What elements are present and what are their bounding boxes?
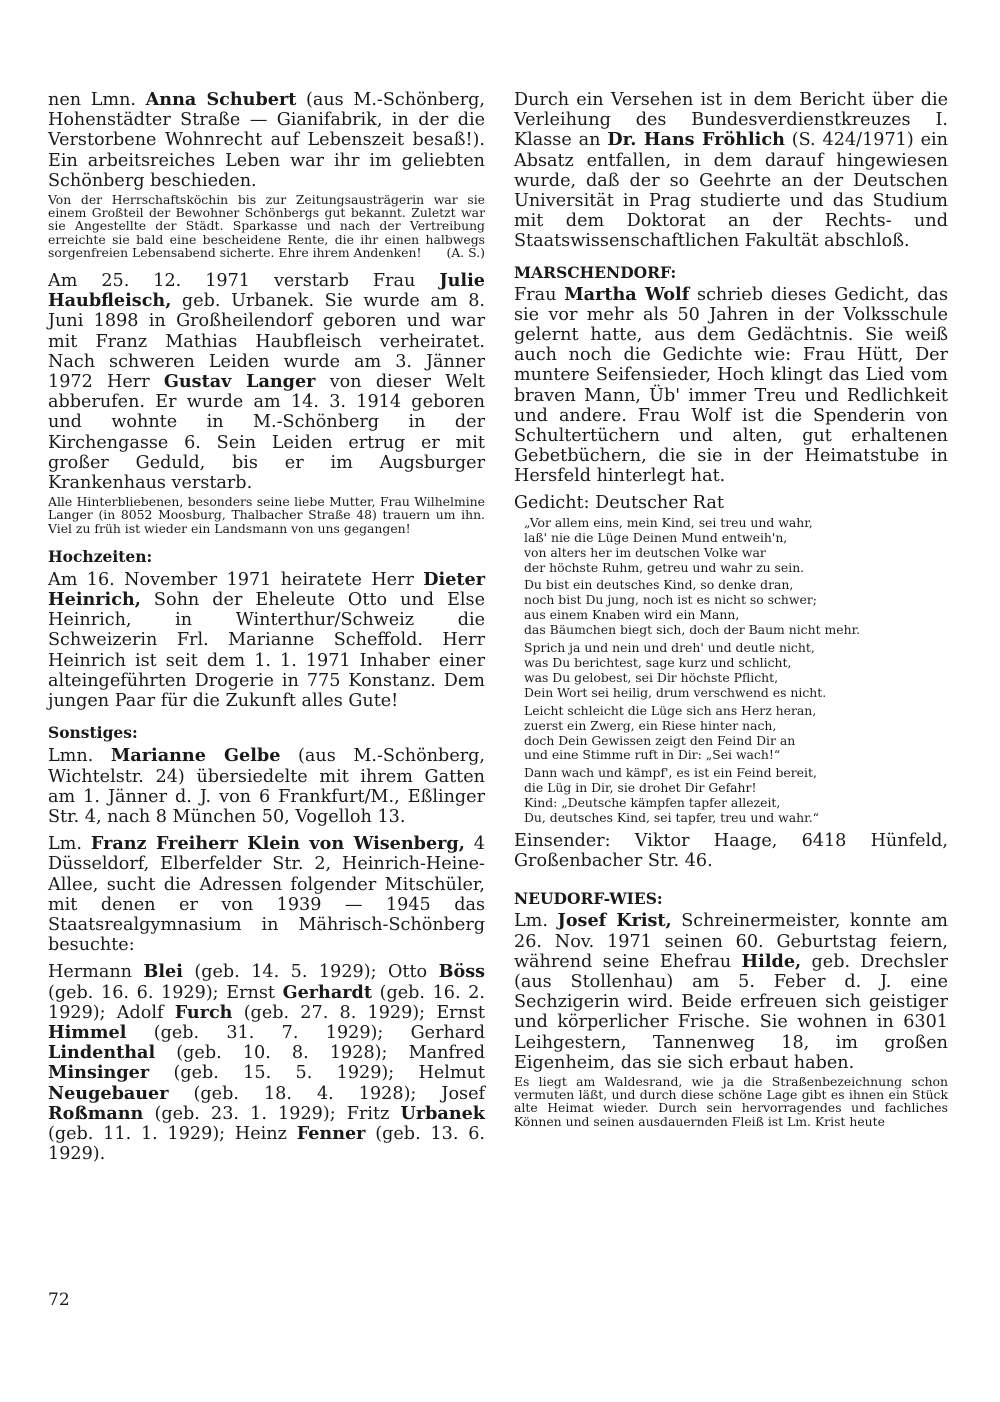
left-column <box>48 90 485 1164</box>
poem-line: „Vor allem eins, mein Kind, sei treu und wahr, <box>524 514 813 530</box>
poem-stanza <box>524 704 948 764</box>
poem-line: Du bist ein deutsches Kind, so denke dran, <box>524 577 794 593</box>
poem-line: Dann wach und kämpf', es ist ein Feind bereit, <box>524 765 817 781</box>
poem-line: und eine Stimme ruft in Dir: „Sei wach!“ <box>524 747 781 763</box>
poem-line: Du, deutsches Kind, sei tapfer, treu und wahr.“ <box>524 810 819 826</box>
poem-line: aus einem Knaben wird ein Mann, <box>524 607 740 623</box>
hochzeiten-heading: Hochzeiten: <box>48 546 153 566</box>
anna-schubert-small-text: Von der Herrschaftsköchin bis zur Zeitungsausträgerin war sie einem Großteil der Bewohner Schönbergs gut bekannt. Zuletzt war sie Angestellte der Städt. Sparkasse und nach der Vertreibung erreichte sie bald eine bescheidene Rente, die ihr einen halbwegs sorgenfreien Lebensabend sicherte. Ehre ihrem Andenken! (A. S.) <box>48 192 485 260</box>
poem-line: was Du gelobest, sei Dir höchste Pflicht, <box>524 669 779 685</box>
versehen-text: Durch ein Versehen ist in dem Bericht über die Verleihung des Bundesverdienstkreuzes I. Klasse an Dr. Hans Fröhlich (S. 424/1971) ein Absatz entfallen, in dem darauf hingewiesen wurde, daß der so Geehrte an der Deutschen Universität in Prag studierte und das Studium mit dem Doktorat an der Rechts- und Staatswissenschaftlichen Fakultät abschloß. <box>514 90 948 252</box>
poem-line: Sprich ja und nein und dreh' und deutle nicht, <box>524 640 815 656</box>
krist-small-text: Es liegt am Waldesrand, wie ja die Straßenbezeichnung schon vermuten läßt, und durch diese schöne Lage gibt es ihnen ein Stück alte Heimat wieder. Durch sein hervorragendes und fachliches Können und seinen ausdauernden Fleiß ist Lm. Krist heute <box>514 1074 948 1129</box>
einsender-text: Einsender: Viktor Haage, 6418 Hünfeld, Großenbacher Str. 46. <box>514 830 948 872</box>
poem-line: Dein Wort sei heilig, drum verschwend es nicht. <box>524 684 827 700</box>
poem-line: das Bäumchen biegt sich, doch der Baum nicht mehr. <box>524 622 861 638</box>
sonstiges-heading: Sonstiges: <box>48 723 138 743</box>
poem-line: von alters her im deutschen Volke war <box>524 544 766 560</box>
marschendorf-heading: MARSCHENDORF: <box>514 262 677 282</box>
poem-line: Leicht schleicht die Lüge sich ans Herz heran, <box>524 702 817 718</box>
page-number: 72 <box>48 1290 70 1310</box>
poem-title: Gedicht: Deutscher Rat <box>514 492 724 513</box>
krist-text: Lm. Josef Krist, Schreinermeister, konnte am 26. Nov. 1971 seinen 60. Geburtstag feiern, während seine Ehefrau Hilde, geb. Drechsler (aus Stollenhau) am 5. Feber d. J. eine Sechzigerin wird. Beide erfreuen sich geistiger und körperlicher Frische. Sie wohnen in 6301 Leihgestern, Tannenweg 18, im großen Eigenheim, das sie sich erbaut haben. <box>514 910 948 1073</box>
poem-line: doch Dein Gewissen zeigt den Feind Dir an <box>524 732 796 748</box>
poem-line: der höchste Ruhm, getreu und wahr zu sein. <box>524 559 805 575</box>
poem-stanza <box>524 516 948 576</box>
poem <box>524 516 948 826</box>
gelbe-text: Lmn. Marianne Gelbe (aus M.-Schönberg, Wichtelstr. 24) übersiedelte mit ihrem Gatten am 1. Jänner d. J. von 6 Frankfurt/M., Eßlinger Str. 4, nach 8 München 50, Vogelloh 13. <box>48 745 485 827</box>
poem-line: zuerst ein Zwerg, ein Riese hinter nach, <box>524 717 777 733</box>
poem-line: noch bist Du jung, noch ist es nicht so schwer; <box>524 592 817 608</box>
poem-stanza <box>524 766 948 826</box>
hochzeiten-text: Am 16. November 1971 heiratete Herr Dieter Heinrich, Sohn der Eheleute Otto und Else Heinrich, in Winterthur/Schweiz die Schweizerin Frl. Marianne Scheffold. Herr Heinrich ist seit dem 1. 1. 1971 Inhaber einer alteingeführten Drogerie in 775 Konstanz. Dem jungen Paar für die Zukunft alles Gute! <box>48 568 485 712</box>
langer-small-text: Alle Hinterbliebenen, besonders seine liebe Mutter, Frau Wilhelmine Langer (in 8052 Moosburg, Thalbacher Straße 48) trauern um ihn. Viel zu früh ist wieder ein Landsmann von uns gegangen! <box>48 494 485 536</box>
neudorf-wies-heading: NEUDORF-WIES: <box>514 889 663 909</box>
right-column <box>514 90 948 1128</box>
mitschueler-list: Hermann Blei (geb. 14. 5. 1929); Otto Böss (geb. 16. 6. 1929); Ernst Gerhardt (geb. 16. 2. 1929); Adolf Furch (geb. 27. 8. 1929); Ernst Himmel (geb. 31. 7. 1929); Gerhard Lindenthal (geb. 10. 8. 1928); Manfred Minsinger (geb. 15. 5. 1929); Helmut Neugebauer (geb. 18. 4. 1928); Josef Roßmann (geb. 23. 1. 1929); Fritz Urbanek (geb. 11. 1. 1929); Heinz Fenner (geb. 13. 6. 1929). <box>48 961 486 1165</box>
poem-stanza <box>524 578 948 638</box>
poem-stanza <box>524 641 948 701</box>
poem-line: die Lüg in Dir, sie drohet Dir Gefahr! <box>524 780 757 796</box>
poem-line: laß' nie die Lüge Deinen Mund entweih'n, <box>524 529 788 545</box>
wisenberg-text: Lm. Franz Freiherr Klein von Wisenberg, 4 Düsseldorf, Elberfelder Str. 2, Heinrich-Heine-Allee, sucht die Adressen folgender Mitschüler, mit denen er von 1939 — 1945 das Staatsrealgymnasium in Mährisch-Schönberg besuchte: <box>48 833 485 956</box>
poem-line: Kind: „Deutsche kämpfen tapfer allezeit, <box>524 795 781 811</box>
signature: (A. S.) <box>446 244 485 260</box>
poem-line: was Du berichtest, sage kurz und schlicht, <box>524 655 792 671</box>
haubfleisch-langer-text: Am 25. 12. 1971 verstarb Frau Julie Haubfleisch, geb. Urbanek. Sie wurde am 8. Juni 1898 in Großheilendorf geboren und war mit Franz Mathias Haubfleisch verheiratet. Nach schweren Leiden wurde am 3. Jänner 1972 Herr Gustav Langer von dieser Welt abberufen. Er wurde am 14. 3. 1914 geboren und wohnte in M.-Schönberg in der Kirchengasse 6. Sein Leiden ertrug er mit großer Geduld, bis er im Augsburger Krankenhaus verstarb. <box>48 270 485 494</box>
wolf-text: Frau Martha Wolf schrieb dieses Gedicht, das sie vor mehr als 50 Jahren in der Volksschule gelernt hatte, aus dem Gedächtnis. Sie weiß auch noch die Gedichte wie: Frau Hütt, Der muntere Seifensieder, Hoch klingt das Lied vom braven Mann, Üb' immer Treu und Redlichkeit und andere. Frau Wolf ist die Spenderin von Schultertüchern und alten, gut erhaltenen Gebetbüchern, die sie in der Heimatstube in Hersfeld hinterlegt hat. <box>514 283 948 487</box>
anna-schubert-text: nen Lmn. Anna Schubert (aus M.-Schönberg, Hohenstädter Straße — Gianifabrik, in der die Verstorbene Wohnrecht auf Lebenszeit besaß!). Ein arbeitsreiches Leben war ihr im geliebten Schönberg beschieden. <box>48 89 485 191</box>
